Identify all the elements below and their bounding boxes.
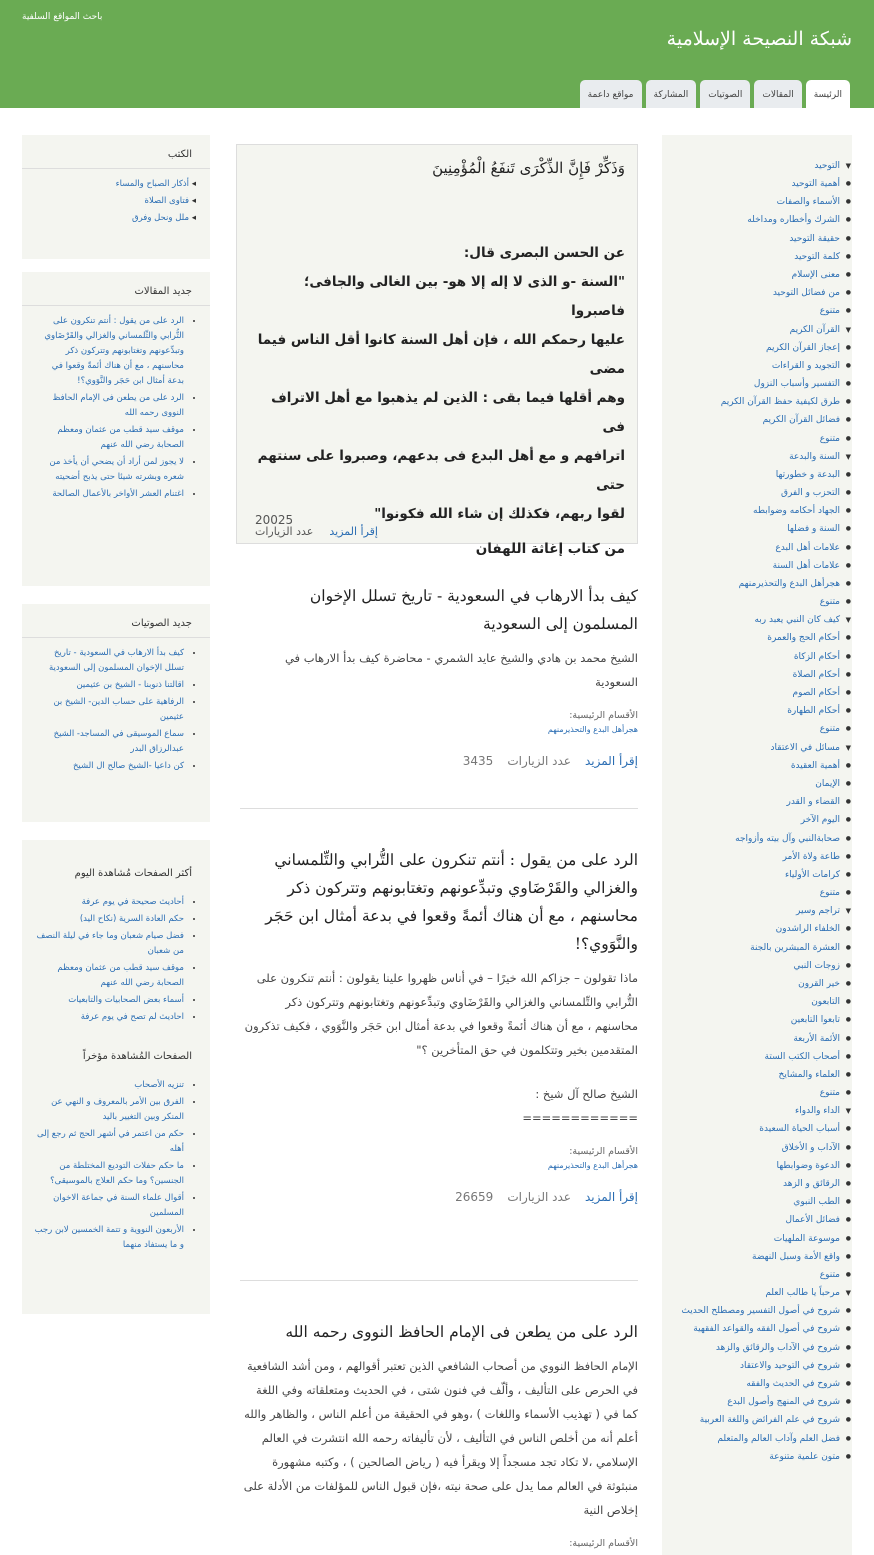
featured-line: عن الحسن البصرى قال: xyxy=(463,245,625,261)
category-item[interactable]: ● متنوع xyxy=(662,593,840,611)
article-views-label: عدد الزيارات xyxy=(507,1190,571,1204)
category-item[interactable]: ● علامات أهل البدع xyxy=(662,539,840,557)
category-item[interactable]: ● الجهاد أحكامه وضوابطه xyxy=(662,502,840,520)
featured-body xyxy=(249,239,625,564)
category-heading[interactable]: ▼ مسائل في الاعتقاد xyxy=(662,739,840,757)
category-item[interactable]: ● شروح في الآداب والرقائق والزهد xyxy=(662,1339,840,1357)
featured-views-count: 20025 xyxy=(255,513,294,527)
article-title[interactable]: الرد على من يطعن فى الإمام الحافظ النووى رحمه الله xyxy=(285,1323,638,1341)
featured-views-label: عدد الزيارات xyxy=(255,525,314,538)
latest-audio-link[interactable]: كيف بدأ الارهاب في السعودية - تاريخ تسلل الإخوان المسلمون إلى السعودية xyxy=(48,648,184,673)
category-item[interactable]: ● متون علمية متنوعة xyxy=(662,1448,840,1466)
category-subitems xyxy=(662,920,840,1102)
category-item[interactable]: ● أهمية العقيدة xyxy=(662,757,840,775)
latest-audio-list xyxy=(22,638,210,784)
category-item[interactable]: ● العشرة المبشرين بالجنة xyxy=(662,939,840,957)
article-divider xyxy=(240,1280,638,1281)
category-item[interactable]: ● خير القرون xyxy=(662,975,840,993)
featured-read-more[interactable]: إقرأ المزيد xyxy=(329,525,378,538)
category-item[interactable]: ● البدعة و خطورتها xyxy=(662,466,840,484)
article-read-more[interactable]: إقرأ المزيد xyxy=(584,754,638,768)
category-item[interactable]: ● القضاء و القدر xyxy=(662,793,840,811)
latest-audio-link[interactable]: الرفاهية على حساب الدين- الشيخ بن عثيمين xyxy=(53,697,184,722)
books-title: الكتب xyxy=(22,135,210,169)
article-author: الشيخ صالح آل شيخ : xyxy=(535,1087,638,1101)
book-link[interactable]: فتاوى الصلاة xyxy=(144,196,190,206)
article-summary: الإمام الحافظ النووي من أصحاب الشافعي الذين تعتبر أقوالهم ، ومن أشد الشافعية في الحرص على التأليف ، وألّف في فنون شتى ، في الحديث ومتعلقاته وفي اللغة كما في ( تهذيب الأسماء واللغات ) ،وهو في الحقيقة من أعلم الناس ، والظاهر والله أعلم أنه من أخلص الناس في التأليف ، لأن تأليفاته رحمه الله انتشرت في العالم الإسلامي ،لا تكاد تجد مسجداً إلا ويقرأ فيه ( رياض الصالحين ) ، وكتبه مشهورة منبثوثة في العالم مما يدل على صحة نيته ،فإن قبول الناس للمؤلفات من الأدلة على إخلاص النية xyxy=(243,1359,638,1517)
featured-line: عليها رحمكم الله ، فإن أهل السنة كانوا أقل الناس فيما مضى xyxy=(257,332,625,377)
recent-link[interactable]: ما حكم حفلات التوديع المختلطة من الجنسين؟ وما حكم العلاج بالموسيقى؟ xyxy=(50,1161,184,1186)
category-item[interactable]: ● واقع الأمة وسبل النهضة xyxy=(662,1248,840,1266)
category-group xyxy=(662,321,840,448)
category-item[interactable]: ● طرق لكيفية حفظ القرآن الكريم xyxy=(662,393,840,411)
latest-audio-link[interactable]: اقالتنا ذنوبنا - الشيخ بن عثيمين xyxy=(76,680,184,690)
most-viewed-link[interactable]: احاديث لم تصح في يوم عرفة xyxy=(80,1012,184,1022)
book-link[interactable]: ملل ونحل وفرق xyxy=(131,213,190,223)
category-subitems xyxy=(662,466,840,612)
most-viewed-link[interactable]: حكم العادة السرية (نكاح اليد) xyxy=(79,914,184,924)
category-item[interactable]: ● أحكام الزكاة xyxy=(662,648,840,666)
latest-article-link[interactable]: موقف سيد قطب من عثمان ومعظم الصحابة رضي الله عنهم xyxy=(57,425,184,450)
article-summary: الشيخ محمد بن هادي والشيخ عايد الشمري - محاضرة كيف بدأ الارهاب في السعودية xyxy=(284,651,638,689)
article-item xyxy=(240,1318,638,1549)
category-item[interactable]: ● فضائل الأعمال xyxy=(662,1211,840,1229)
category-subitems xyxy=(662,1120,840,1284)
article-meta xyxy=(240,754,638,768)
article-title[interactable]: كيف بدأ الارهاب في السعودية - تاريخ تسلل الإخوان المسلمون إلى السعودية xyxy=(309,587,638,633)
category-item[interactable]: ● أحكام الحج والعمرة xyxy=(662,629,840,647)
latest-audio-link[interactable]: كن داعيا -الشيخ صالح ال الشيخ xyxy=(72,761,184,771)
recent-link[interactable]: أقوال علماء السنة في جماعة الاخوان المسلمين xyxy=(53,1193,184,1218)
category-item[interactable]: ● التابعون xyxy=(662,993,840,1011)
article-views-count: 26659 xyxy=(455,1190,494,1204)
category-group xyxy=(662,448,840,612)
category-item[interactable]: ● فضل العلم وآداب العالم والمتعلم xyxy=(662,1430,840,1448)
category-group xyxy=(662,902,840,1102)
category-item[interactable]: ● شروح في التوحيد والاعتقاد xyxy=(662,1357,840,1375)
category-item[interactable]: ● الأئمة الأربعة xyxy=(662,1030,840,1048)
category-item[interactable]: ● شروح في المنهج وأصول البدع xyxy=(662,1393,840,1411)
category-item[interactable]: ● متنوع xyxy=(662,1084,840,1102)
article-read-more[interactable]: إقرأ المزيد xyxy=(584,1190,638,1204)
tab-participation[interactable]: المشاركة xyxy=(646,80,697,108)
category-item[interactable]: ● حقيقة التوحيد xyxy=(662,230,840,248)
category-item[interactable]: ● اليوم الآخر xyxy=(662,811,840,829)
category-group xyxy=(662,739,840,903)
books-block xyxy=(22,135,210,259)
article-categories-label: الأقسام الرئيسية: xyxy=(569,1538,638,1549)
category-subitems xyxy=(662,339,840,448)
category-item[interactable]: ● متنوع xyxy=(662,302,840,320)
tab-articles[interactable]: المقالات xyxy=(754,80,801,108)
site-header xyxy=(0,0,874,108)
category-item[interactable]: ● كلمة التوحيد xyxy=(662,248,840,266)
most-viewed-link[interactable]: فضل صيام شعبان وما جاء في ليلة النصف من شعبان xyxy=(36,931,184,956)
category-group xyxy=(662,157,840,321)
category-item[interactable]: ● أحكام الصلاة xyxy=(662,666,840,684)
featured-title[interactable]: وَذَكِّرْ فَإِنَّ الذِّكْرَى تَنفَعُ الْمُؤْمِنِينَ xyxy=(432,159,625,177)
most-viewed-link[interactable]: أسماء بعض الصحابيات والتابعيات xyxy=(68,995,184,1005)
category-item[interactable]: ● أسباب الحياة السعيدة xyxy=(662,1120,840,1138)
recent-link[interactable]: الفرق بين الأمر بالمعروف و النهي عن المنكر وبين التغيير باليد xyxy=(51,1097,184,1122)
latest-article-link[interactable]: اغتنام العشر الأواخر بالأعمال الصالحة xyxy=(52,489,184,499)
most-viewed-list xyxy=(22,887,210,1035)
featured-line: "السنة -و الذى لا إله إلا هو- بين الغالى والجافى؛ فاصبروا xyxy=(304,274,625,319)
category-item[interactable]: ● موسوعة الملهيات xyxy=(662,1230,840,1248)
category-heading[interactable]: ▼ السنة والبدعة xyxy=(662,448,840,466)
books-item[interactable]: ◂ ملل ونحل وفرق xyxy=(131,213,196,223)
article-item xyxy=(240,582,638,768)
category-item[interactable]: ● الشرك وأخطاره ومداخله xyxy=(662,211,840,229)
category-item[interactable]: ● علامات أهل السنة xyxy=(662,557,840,575)
article-title[interactable]: الرد على من يقول : أنتم تنكرون على التُّرابي والتِّلمساني والغزالي والقَرْضَاوي وتبدِّعونهم وتغتابونهم وتتركون ذكر محاسنهم ، مع أن هناك أئمةً وقعوا في بدعة أمثال ابن حَجَر والنَّوَوي؟! xyxy=(265,851,638,953)
tab-audio[interactable]: الصوتيات xyxy=(700,80,750,108)
book-link[interactable]: أذكار الصباح والمساء xyxy=(115,179,190,189)
category-item[interactable]: ● الآداب و الأخلاق xyxy=(662,1139,840,1157)
category-item[interactable]: ● متنوع xyxy=(662,884,840,902)
category-item[interactable]: ● التفسير وأسباب النزول xyxy=(662,375,840,393)
recent-link[interactable]: تنزيه الأصحاب xyxy=(134,1080,184,1090)
category-item[interactable]: ● من فضائل التوحيد xyxy=(662,284,840,302)
site-title[interactable]: شبكة النصيحة الإسلامية xyxy=(666,28,852,50)
article-summary: ماذا تقولون – جزاكم الله خيرًا – في أناس ظهروا علينا يقولون : أنتم تنكرون على التُّرابي والتِّلمساني والغزالي والقَرْضَاوي وتبدِّعونهم وتغتابونهم وتتركون ذكر محاسنهم ، مع أن هناك أئمةً وقعوا في بدعة أمثال ابن حَجَر والنَّوَوي ، فكيف تذكرون المتقدمين بخير وتتكلمون في حق المتأخرين ؟" xyxy=(244,971,638,1057)
latest-article-link[interactable]: الرد على من يطعن فى الإمام الحافظ النووى رحمه الله xyxy=(52,393,184,418)
category-subitems xyxy=(662,629,840,738)
tab-supporting-sites[interactable]: مواقع داعمة xyxy=(580,80,642,108)
latest-audio-block xyxy=(22,604,210,822)
category-group xyxy=(662,1102,840,1284)
featured-line: لقوا ربهم، فكذلك إن شاء الله فكونوا" xyxy=(374,506,625,522)
category-item[interactable]: ● تابعوا التابعين xyxy=(662,1011,840,1029)
category-item[interactable]: ● طاعة ولاة الأمر xyxy=(662,848,840,866)
category-item[interactable]: ● التحزب و الفرق xyxy=(662,484,840,502)
category-item[interactable]: ● إعجاز القرآن الكريم xyxy=(662,339,840,357)
featured-source: من كتاب إغاثة اللهفان xyxy=(475,541,625,557)
books-list xyxy=(22,169,210,236)
books-item[interactable]: ◂ أذكار الصباح والمساء xyxy=(115,179,196,189)
category-item[interactable]: ● متنوع xyxy=(662,430,840,448)
category-item[interactable]: ● التجويد و القراءات xyxy=(662,357,840,375)
recent-list xyxy=(22,1070,210,1263)
category-item[interactable]: ● معنى الإسلام xyxy=(662,266,840,284)
category-item[interactable]: ● متنوع xyxy=(662,720,840,738)
latest-articles-list xyxy=(22,306,210,512)
category-heading[interactable]: ▼ الداء والدواء xyxy=(662,1102,840,1120)
category-subitems xyxy=(662,175,840,321)
category-sidebar xyxy=(662,135,852,1555)
most-viewed-block xyxy=(22,840,210,1314)
category-group xyxy=(662,1284,840,1466)
category-item[interactable]: ● السنة و فضلها xyxy=(662,520,840,538)
article-categories-label: الأقسام الرئيسية: xyxy=(569,710,638,721)
category-item[interactable]: ● شروح في أصول الفقه والقواعد الفقهية xyxy=(662,1320,840,1338)
latest-article-link[interactable]: لا يجوز لمن أراد أن يضحي أن يأخذ من شعره وبشرته شيئا حتى يذبح أضحيته xyxy=(49,457,184,482)
category-item[interactable]: ● صحابةالنبي وآل بيته وأزواجه xyxy=(662,830,840,848)
featured-line: اترافهم و مع أهل البدع فى بدعهم، وصبروا على سنتهم حتى xyxy=(257,448,625,493)
category-item[interactable]: ● شروح في أصول التفسير ومصطلح الحديث xyxy=(662,1302,840,1320)
category-item[interactable]: ● فضائل القرآن الكريم xyxy=(662,411,840,429)
article-views-count: 3435 xyxy=(462,754,494,768)
category-item[interactable]: ● الأسماء والصفات xyxy=(662,193,840,211)
category-heading[interactable]: ▼ كيف كان النبي يعبد ربه xyxy=(662,611,840,629)
featured-line: وهم أقلها فيما بقى : الذين لم يذهبوا مع أهل الاتراف فى xyxy=(271,390,625,435)
latest-audio-title: جديد الصوتيات xyxy=(22,604,210,638)
latest-articles-block xyxy=(22,272,210,586)
salafi-sites-search-link[interactable]: باحث المواقع السلفية xyxy=(22,12,103,22)
latest-article-link[interactable]: الرد على من يقول : أنتم تنكرون على التُّرابي والتِّلمساني والغزالي والقَرْضَاوي وتبدِّعونهم وتغتابونهم وتتركون ذكر محاسنهم ، مع أن هناك أئمةً وقعوا في بدعة أمثال ابن حَجَر والنَّوَوي؟! xyxy=(44,316,184,386)
category-heading[interactable]: ▼ تراجم وسير xyxy=(662,902,840,920)
category-item[interactable]: ● هجرأهل البدع والتحذيرمنهم xyxy=(662,575,840,593)
category-item[interactable]: ● الإيمان xyxy=(662,775,840,793)
featured-quote xyxy=(236,144,638,557)
category-item[interactable]: ● زوجات النبي xyxy=(662,957,840,975)
category-heading[interactable]: ▼ مرحباً يا طالب العلم xyxy=(662,1284,840,1302)
category-item[interactable]: ● الرقائق و الزهد xyxy=(662,1175,840,1193)
article-item xyxy=(240,846,638,1204)
category-item[interactable]: ● أحكام الصوم xyxy=(662,684,840,702)
article-divider xyxy=(240,808,638,809)
most-viewed-link[interactable]: موقف سيد قطب من عثمان ومعظم الصحابة رضي الله عنهم xyxy=(57,963,184,988)
category-subitems xyxy=(662,757,840,903)
category-item[interactable]: ● شروح في الحديث والفقه xyxy=(662,1375,840,1393)
recent-link[interactable]: حكم من اعتمر في أشهر الحج ثم رجع إلى أهله xyxy=(37,1129,184,1154)
category-item[interactable]: ● أهمية التوحيد xyxy=(662,175,840,193)
category-item[interactable]: ● شروح في علم الفرائض واللغة العربية xyxy=(662,1411,840,1429)
latest-audio-link[interactable]: سماع الموسيقى في المساجد- الشيخ عبدالرزاق البدر xyxy=(53,729,184,754)
tab-home[interactable]: الرئيسة xyxy=(806,80,850,108)
recent-title: الصفحات المُشاهدة مؤخراً xyxy=(82,1051,192,1062)
article-category-link[interactable]: هجرأهل البدع والتحذيرمنهم xyxy=(547,1161,638,1170)
category-heading[interactable]: ▼ التوحيد xyxy=(662,157,840,175)
category-item[interactable]: ● أصحاب الكتب الستة xyxy=(662,1048,840,1066)
category-item[interactable]: ● أحكام الطهارة xyxy=(662,702,840,720)
category-item[interactable]: ● الخلفاء الراشدون xyxy=(662,920,840,938)
article-views-label: عدد الزيارات xyxy=(507,754,571,768)
category-subitems xyxy=(662,1302,840,1466)
category-item[interactable]: ● الدعوة وضوابطها xyxy=(662,1157,840,1175)
category-heading[interactable]: ▼ القرآن الكريم xyxy=(662,321,840,339)
recent-link[interactable]: الأربعون النووية و تتمة الخمسين لابن رجب و ما يستفاد منهما xyxy=(34,1225,184,1250)
books-item[interactable]: ◂ فتاوى الصلاة xyxy=(144,196,196,206)
category-item[interactable]: ● متنوع xyxy=(662,1266,840,1284)
article-categories-label: الأقسام الرئيسية: xyxy=(569,1146,638,1157)
most-viewed-title: أكثر الصفحات مُشاهدة اليوم xyxy=(74,868,192,879)
article-separator-text: ============ xyxy=(522,1111,638,1125)
latest-articles-title: جديد المقالات xyxy=(22,272,210,306)
category-item[interactable]: ● العلماء والمشايخ xyxy=(662,1066,840,1084)
category-item[interactable]: ● الطب النبوي xyxy=(662,1193,840,1211)
category-group xyxy=(662,611,840,738)
article-category-link[interactable]: هجرأهل البدع والتحذيرمنهم xyxy=(547,725,638,734)
most-viewed-link[interactable]: أحاديث صحيحة في يوم عرفة xyxy=(81,897,184,907)
category-item[interactable]: ● كرامات الأولياء xyxy=(662,866,840,884)
main-tabs xyxy=(580,80,850,108)
article-meta xyxy=(240,1190,638,1204)
